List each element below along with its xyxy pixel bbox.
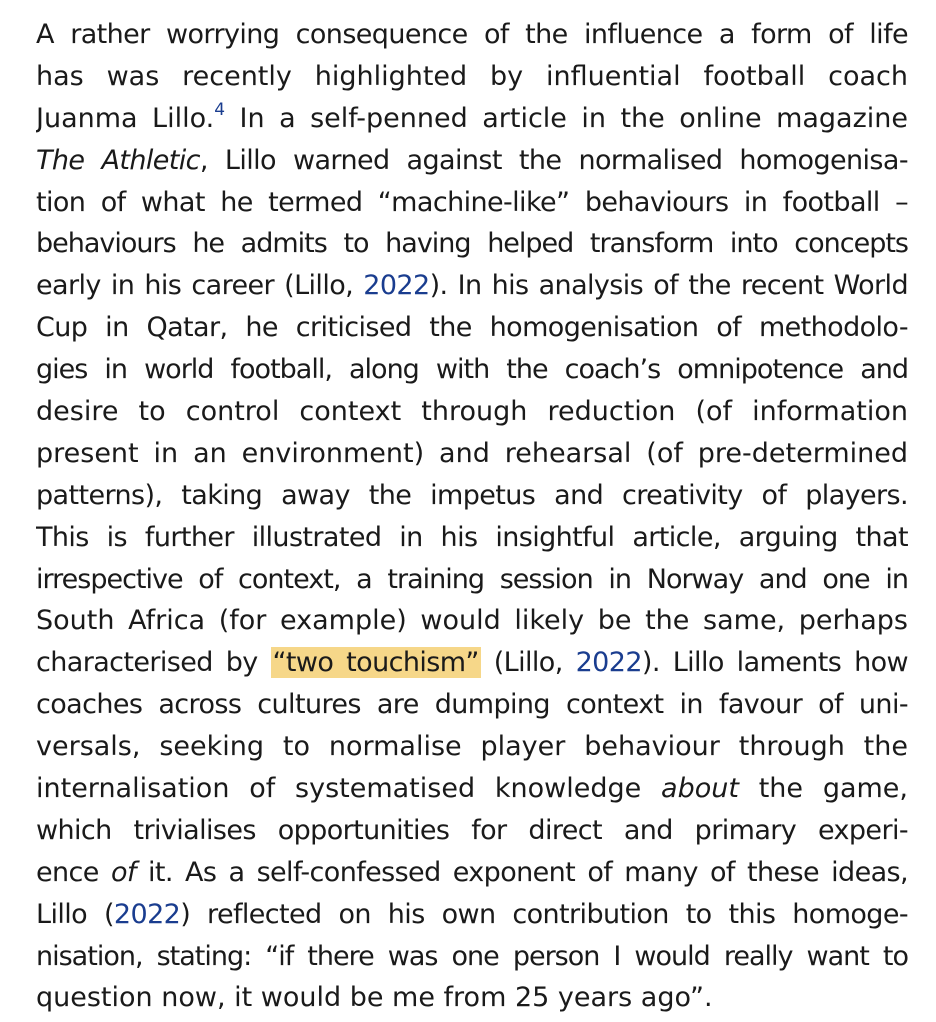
text-line: Cup in Qatar, he criticised the homogenisation of methodolo- xyxy=(36,312,908,344)
text-span: Lillo ( xyxy=(36,898,114,930)
text-line: coaches across cultures are dumping context in favour of uni- xyxy=(36,689,908,721)
text-line: patterns), taking away the impetus and creativity of players. xyxy=(36,479,908,511)
text-span: ). In his analysis of the recent World xyxy=(429,270,908,302)
text-span: characterised by xyxy=(36,647,271,679)
text-line xyxy=(36,140,908,182)
text-line xyxy=(36,265,908,307)
text-line: question now, it would be me from 25 years ago”. xyxy=(36,982,713,1014)
text-span: ). Lillo laments how xyxy=(641,647,908,679)
text-span: internalisation of systematised knowledge xyxy=(36,773,662,805)
text-span: In a self-penned article in the online magazine xyxy=(225,102,908,134)
text-line: which trivialises opportunities for direct and primary experi- xyxy=(36,814,908,846)
text-line: tion of what he termed “machine-like” behaviours in football – xyxy=(36,186,908,218)
text-span: (Lillo, xyxy=(480,647,576,679)
body-paragraph xyxy=(36,14,908,1019)
text-line: desire to control context through reduction (of information xyxy=(36,396,908,428)
text-line: A rather worrying consequence of the influence a form of life xyxy=(36,19,908,50)
text-line: This is further illustrated in his insightful article, arguing that xyxy=(36,521,908,553)
text-line xyxy=(36,894,908,936)
text-span: early in his career (Lillo, xyxy=(36,270,364,302)
citation-link[interactable]: 2022 xyxy=(575,647,642,679)
text-line: gies in world football, along with the coach’s omnipotence and xyxy=(36,354,908,386)
text-span: , Lillo warned against the normalised homogenisa- xyxy=(199,144,908,176)
text-line: nisation, stating: “if there was one person I would really want to xyxy=(36,940,908,972)
text-span: the game, xyxy=(738,773,908,805)
text-line xyxy=(36,98,908,140)
text-span: Juanma Lillo. xyxy=(36,102,215,134)
text-line: South Africa (for example) would likely be the same, perhaps xyxy=(36,605,908,637)
citation-link[interactable]: 2022 xyxy=(363,270,430,302)
text-line: versals, seeking to normalise player behaviour through the xyxy=(36,731,908,763)
text-line xyxy=(36,642,908,684)
text-line: irrespective of context, a training session in Norway and one in xyxy=(36,563,908,595)
text-line: present in an environment) and rehearsal (of pre-determined xyxy=(36,437,908,469)
text-line xyxy=(36,852,908,894)
text-span: ence xyxy=(36,856,111,888)
text-span: ) reflected on his own contribution to this homoge- xyxy=(180,898,908,930)
citation-link[interactable]: 2022 xyxy=(113,898,181,930)
emphasis-text: of xyxy=(110,856,136,888)
footnote-link[interactable]: 4 xyxy=(214,99,226,120)
text-line: behaviours he admits to having helped transform into concepts xyxy=(36,228,908,260)
highlighted-phrase[interactable]: “two touchism” xyxy=(272,647,479,679)
text-span: it. As a self-confessed exponent of many of these ideas, xyxy=(135,856,908,888)
text-line xyxy=(36,768,908,810)
emphasis-text: about xyxy=(661,773,739,805)
text-line: has was recently highlighted by influential football coach xyxy=(36,60,908,92)
magazine-title: The Athletic xyxy=(36,144,200,176)
